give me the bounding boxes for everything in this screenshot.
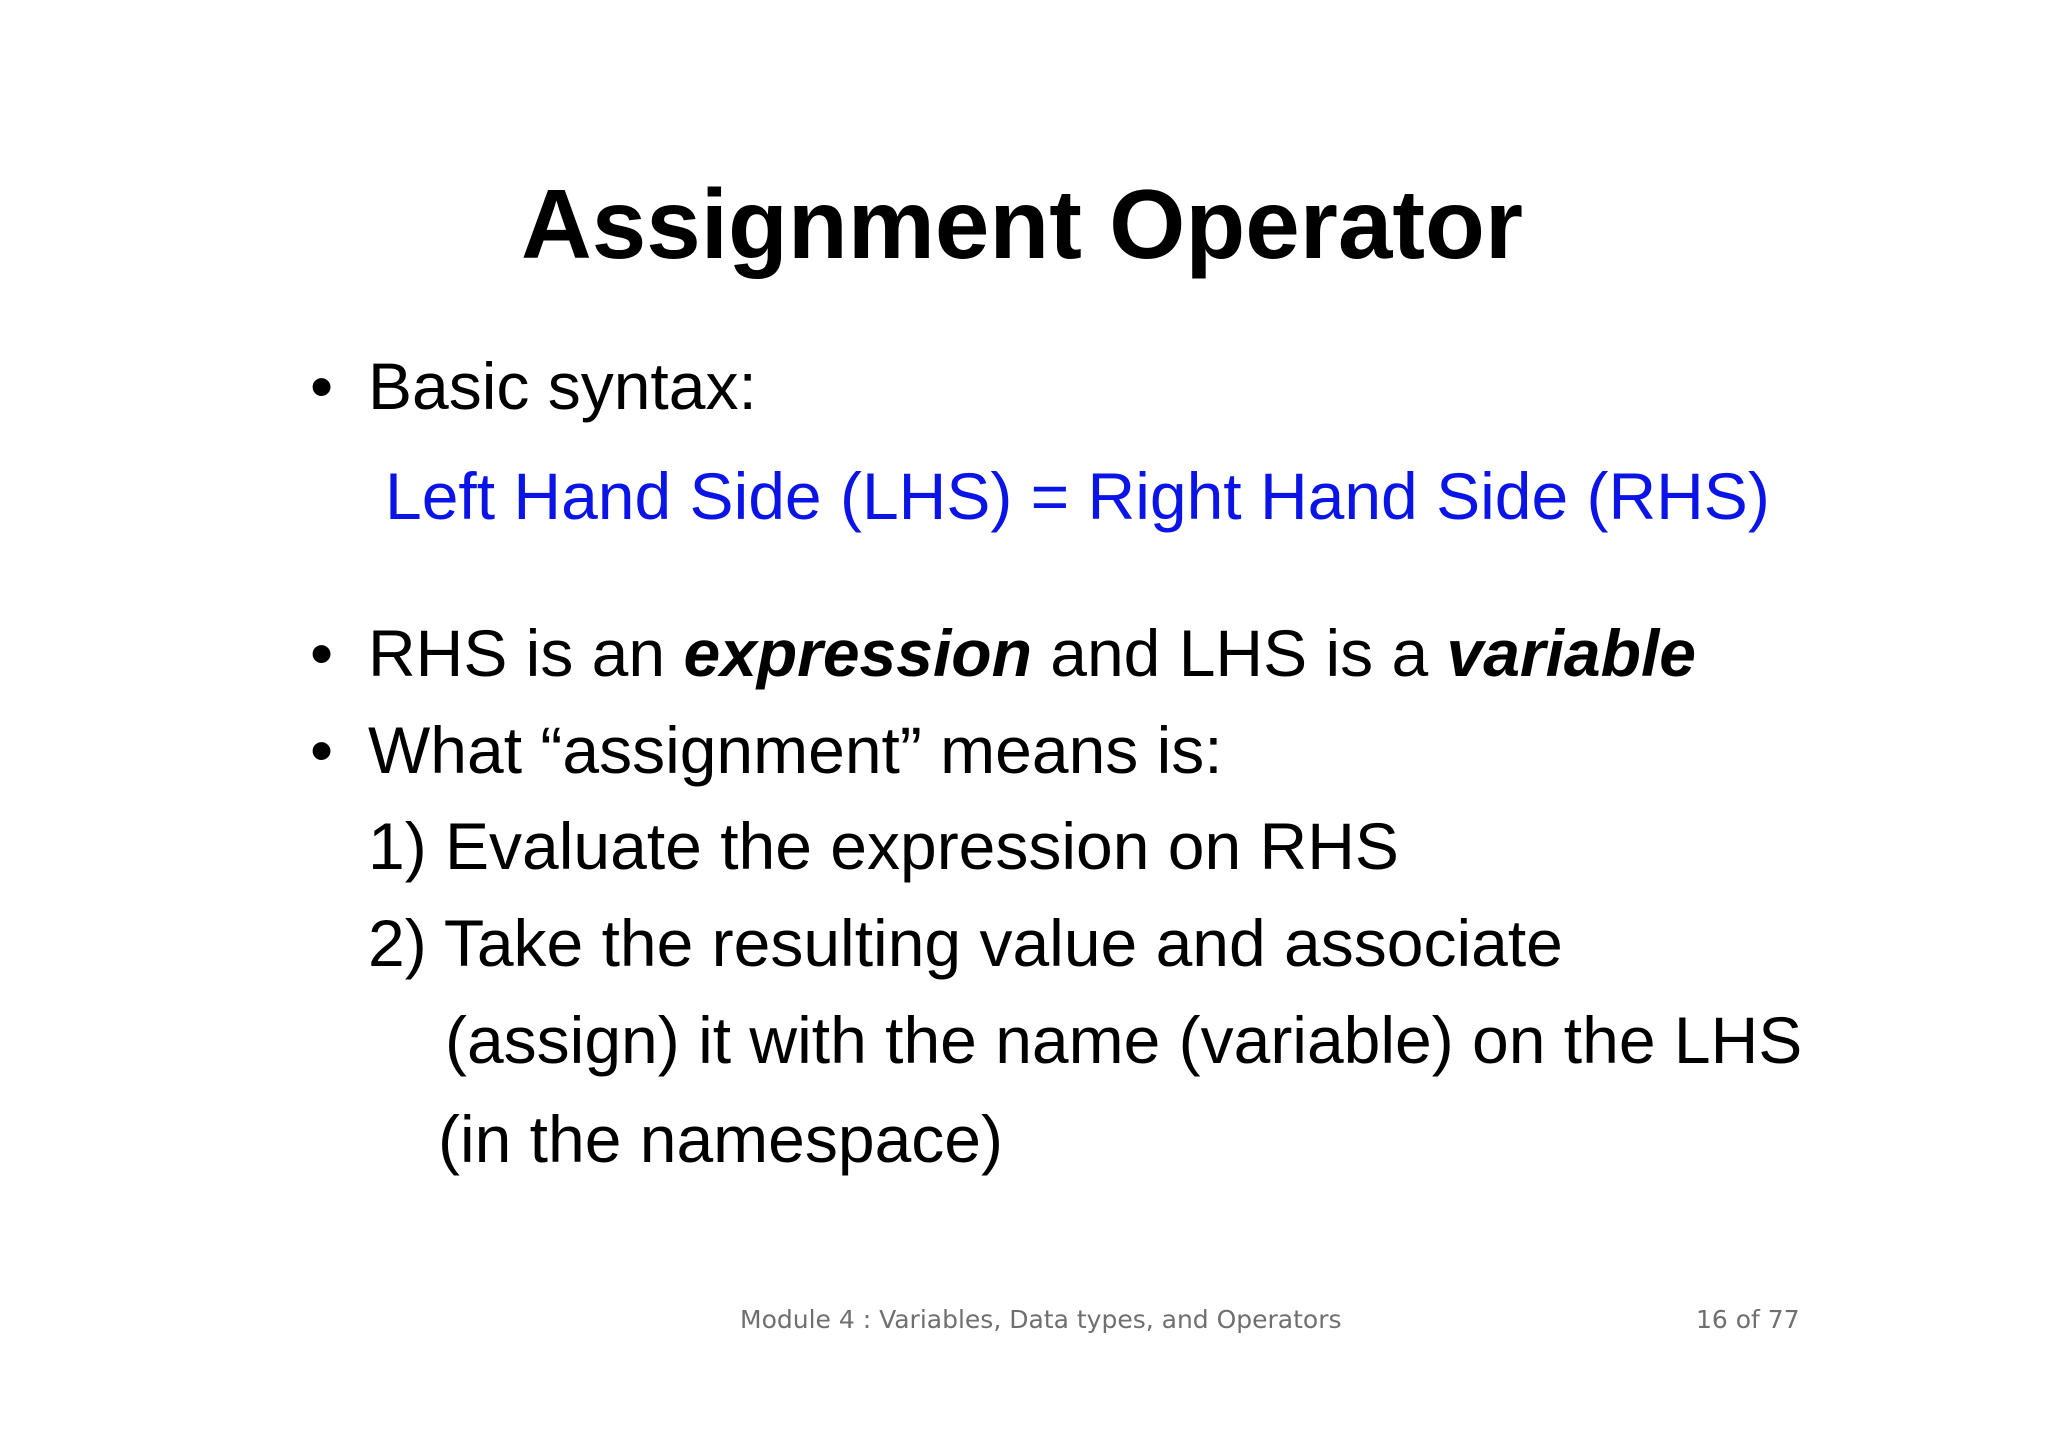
bullet-icon: • bbox=[310, 713, 334, 787]
bullet-icon: • bbox=[310, 349, 334, 423]
bullet-text bbox=[368, 615, 1696, 691]
emphasis-expression: expression bbox=[683, 616, 1032, 690]
step-2-continued: (assign) it with the name (variable) on the LHS bbox=[445, 1003, 1803, 1077]
bullet-text: Basic syntax: bbox=[368, 349, 757, 423]
emphasis-variable: variable bbox=[1446, 616, 1696, 690]
slide-title: Assignment Operator bbox=[521, 169, 1523, 279]
step-1: 1) Evaluate the expression on RHS bbox=[368, 809, 1399, 883]
bullet-text-part: RHS is an bbox=[368, 616, 684, 690]
step-2: 2) Take the resulting value and associate bbox=[368, 906, 1563, 980]
syntax-example: Left Hand Side (LHS) = Right Hand Side (RHS) bbox=[385, 459, 1770, 533]
footer-module-title: Module 4 : Variables, Data types, and Operators bbox=[740, 1305, 1342, 1334]
bullet-text: What “assignment” means is: bbox=[368, 713, 1223, 787]
bullet-text-part: and LHS is a bbox=[1031, 616, 1447, 690]
bullet-icon: • bbox=[310, 616, 334, 690]
footer-page-number: 16 of 77 bbox=[1696, 1305, 1800, 1334]
step-2-namespace: (in the namespace) bbox=[438, 1102, 1003, 1176]
